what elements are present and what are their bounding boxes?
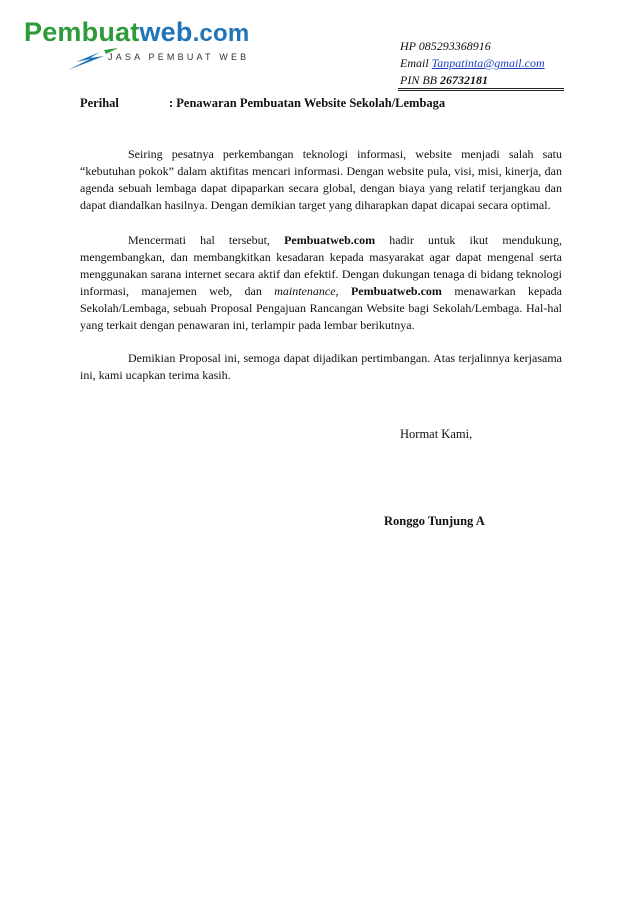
paragraph-1-text: Seiring pesatnya perkembangan teknologi informasi, website menjadi salah satu “kebutuhan pokok” dalam aktifitas mencari informasi. Dengan website pula, visi, misi, kinerja, dan agenda sebuah lembaga dapat dipaparkan secara global, dengan biaya yang relatif terjangkau dan dapat diandalkan hasilnya. Dengan demikian target yang diharapkan dapat dicapai secara optimal. [80,147,562,212]
email-line [400,55,545,72]
pin-value: 26732181 [440,73,488,87]
logo-part-pembuat: Pembuat [24,17,140,47]
logo [20,16,260,72]
logo-part-web: web [139,17,193,47]
contact-info [400,38,545,89]
paragraph-2-text-a: Mencermati hal tersebut, [128,233,285,247]
subject-value: : Penawaran Pembuatan Website Sekolah/Lembaga [169,96,446,110]
logo-tagline: JASA PEMBUAT WEB [108,52,250,62]
subject-line [80,96,446,111]
brand-name: Pembuatweb.com [284,233,376,247]
paragraph-2-text-d: menawarkan kepada Sekolah/Lembaga, sebuah Proposal Pengajuan Rancangan Website bagi Sekolah/Lembaga. Hal-hal yang terkait dengan penawaran ini, terlampir pada lembar berikutnya. [80,284,563,332]
paragraph-3-text: Demikian Proposal ini, semoga dapat dijadikan pertimbangan. Atas terjalinnya kerjasama ini, kami ucapkan terima kasih. [80,351,562,382]
paragraph-2 [80,232,562,334]
closing-salutation: Hormat Kami, [400,427,473,441]
brand-name-2: Pembuatweb.com [350,284,442,298]
signer-name: Ronggo Tunjung A [384,514,485,528]
paragraph-1 [80,146,562,214]
phone-number: HP 085293368916 [400,39,491,53]
email-link[interactable]: Tanpatinta@gmail.com [431,56,545,70]
paragraph-2-text-c: , [335,284,351,298]
maintenance-term: maintenance [274,284,336,298]
logo-part-com: .com [192,20,250,47]
paragraph-2-text-b: hadir untuk ikut mendukung, mengembangkan, dan membangkitkan kesadaran kepada masyarakat agar dapat mengenal serta menggunakan sarana internet secara aktif dan efektif. Dengan dukungan tenaga di bidang teknologi informasi, manajemen web, dan [80,233,562,298]
logo-wordmark [24,16,249,50]
pin-label: PIN BB [400,73,440,87]
pin-line [400,72,545,89]
paragraph-3 [80,350,562,384]
email-label: Email [400,56,432,70]
subject-label: Perihal [80,96,119,110]
contact-divider [398,88,564,91]
